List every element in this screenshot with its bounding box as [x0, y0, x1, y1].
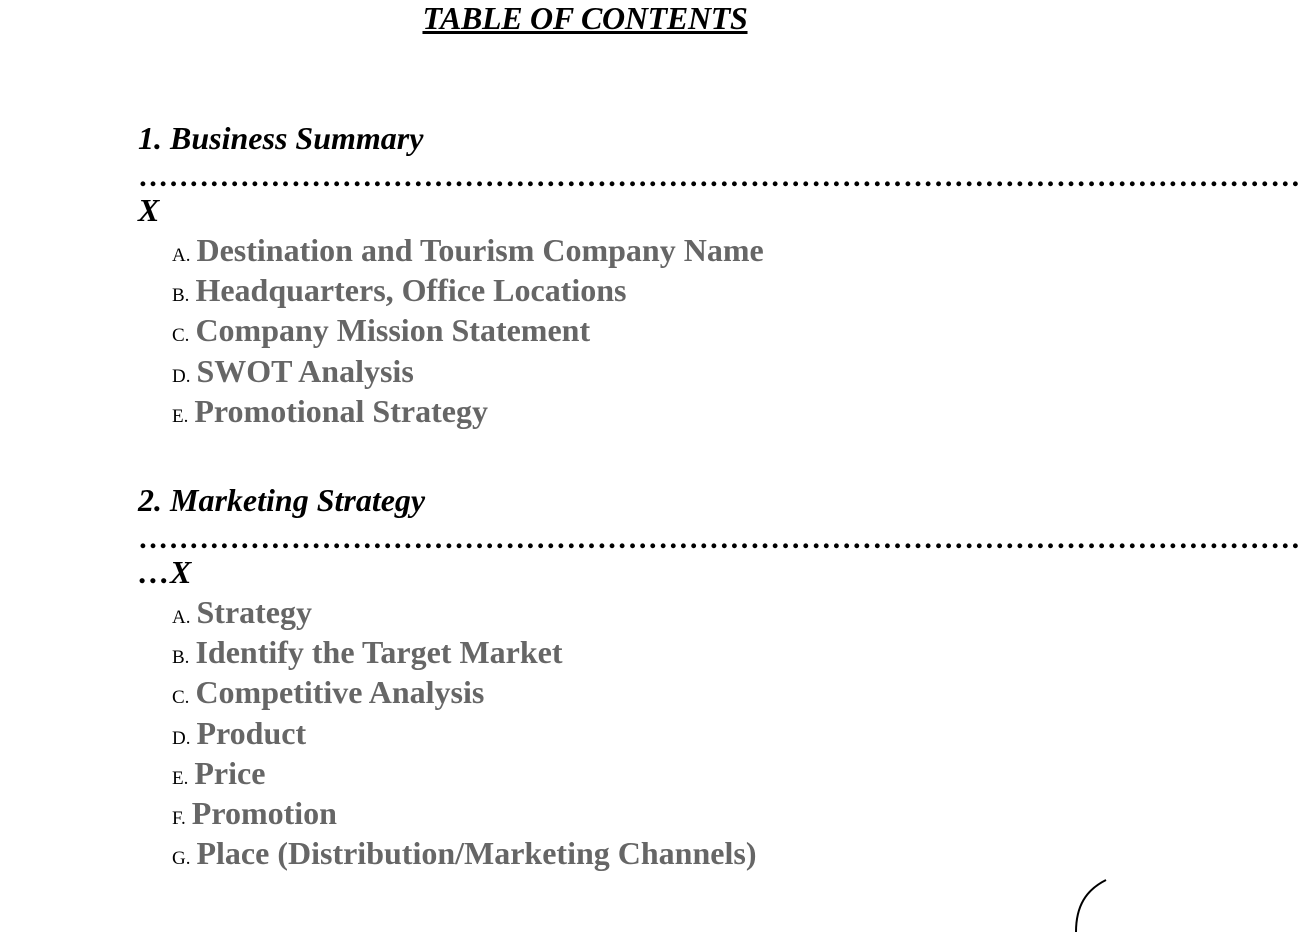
list-item [172, 592, 1038, 632]
subitem-list [138, 230, 1038, 431]
list-item [172, 351, 1038, 391]
section-heading: 2. Marketing Strategy [138, 482, 426, 518]
item-label: Promotion [191, 794, 337, 831]
item-letter: A. [172, 607, 191, 628]
list-item [172, 793, 1038, 833]
item-label: Headquarters, Office Locations [195, 272, 627, 309]
item-letter: C. [172, 687, 190, 709]
page-reference: …X [138, 554, 192, 590]
item-label: Strategy [196, 594, 312, 630]
item-letter: A. [172, 245, 191, 266]
subitem-list [138, 592, 1038, 873]
item-letter: B. [172, 285, 190, 307]
list-item [172, 753, 1038, 793]
item-label: Price [194, 754, 266, 791]
item-label: Identify the Target Market [195, 634, 563, 671]
item-label: Destination and Tourism Company Name [196, 232, 764, 268]
list-item [172, 833, 1038, 873]
item-letter: D. [172, 365, 191, 387]
list-item [172, 672, 1038, 712]
item-letter: F. [172, 807, 186, 829]
item-letter: D. [172, 727, 191, 749]
item-label: Company Mission Statement [195, 312, 591, 349]
list-item [172, 310, 1038, 350]
item-label: Place (Distribution/Marketing Channels) [196, 835, 757, 872]
item-letter: E. [172, 405, 189, 427]
item-label: SWOT Analysis [196, 352, 414, 389]
item-label: Competitive Analysis [195, 674, 485, 711]
dot-leader: …………………………………………………………………………………………………… [138, 522, 1301, 555]
list-item [172, 391, 1038, 431]
item-label: Product [196, 714, 307, 751]
list-item [172, 713, 1038, 753]
item-letter: E. [172, 767, 189, 789]
item-letter: C. [172, 325, 190, 347]
list-item [172, 230, 1038, 270]
toc-section-business-summary [138, 118, 1301, 431]
list-item [172, 632, 1038, 672]
item-letter: B. [172, 647, 190, 669]
dot-leader: …………………………………………………………………………………………………… [138, 160, 1301, 193]
section-heading: 1. Business Summary [138, 120, 424, 156]
page-title: TABLE OF CONTENTS [422, 0, 748, 36]
item-label: Promotional Strategy [194, 392, 488, 429]
toc-section-marketing-strategy [138, 480, 1301, 873]
page-curl-decoration [1068, 872, 1118, 932]
list-item [172, 270, 1038, 310]
item-letter: G. [172, 848, 191, 870]
page-reference: X [138, 192, 160, 228]
